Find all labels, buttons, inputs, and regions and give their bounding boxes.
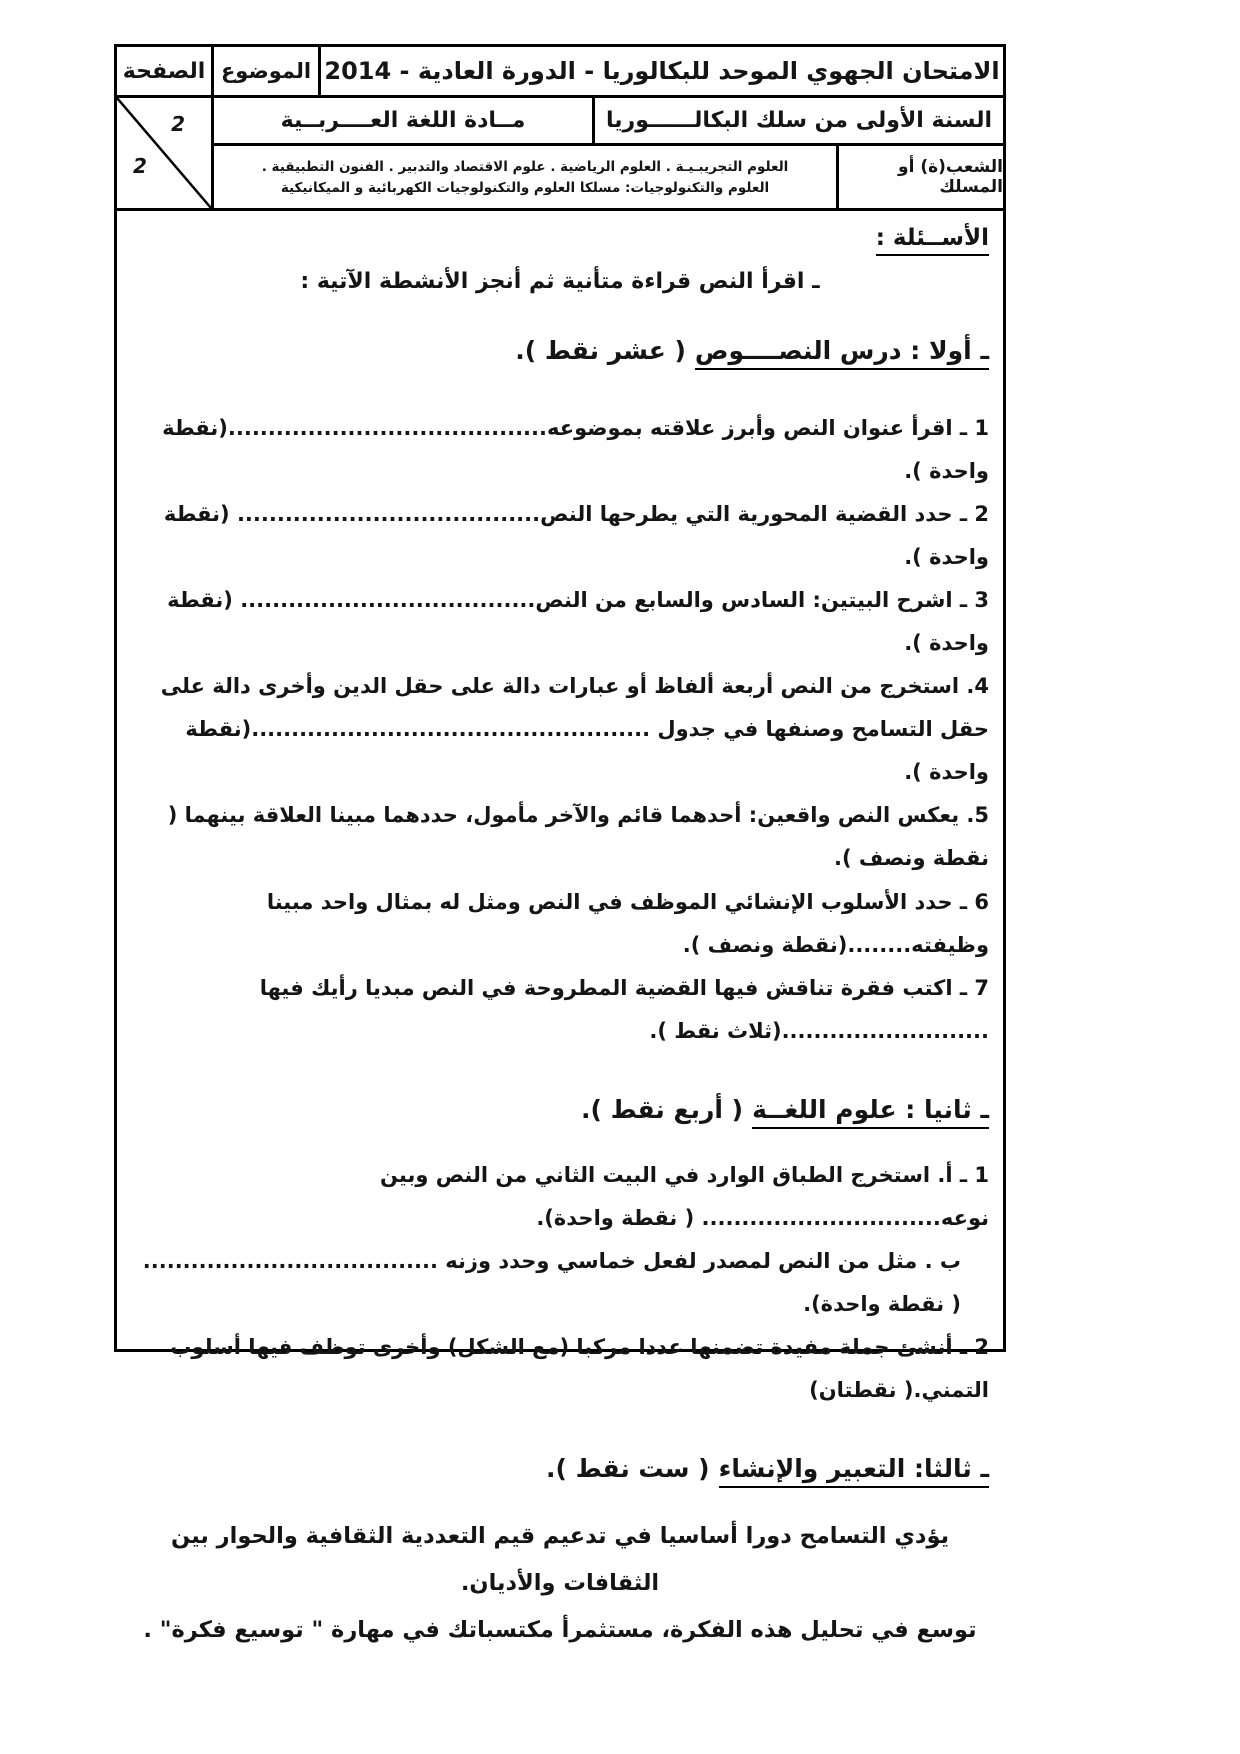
instruction-line: ـ اقرأ النص قراءة متأنية ثم أنجز الأنشطة الآتية : [300,269,820,294]
question-item: 7 ـ اكتب فقرة تناقش فيها القضية المطروحة في النص مبديا رأيك فيها ..........................(ثلاث نقط ). [259,975,989,1043]
question-item: ب . مثل من النص لمصدر لفعل خماسي وحدد وزنه ..................................... ( نقطة واحدة). [142,1248,961,1316]
track-label-cell [839,146,1003,208]
document-frame [114,44,1006,1644]
section3-points: ( ست نقط ). [545,1453,710,1483]
question-item: 4. استخرج من النص أربعة ألفاظ أو عبارات دالة على حقل الدين وأخرى دالة على حقل التسامح وصنفها في جدول ..................................................(نقطة واحدة ). [160,674,989,785]
question-item: 1 ـ اقرأ عنوان النص وأبرز علاقته بموضوعه........................................(نقطة واحدة ). [162,416,989,484]
subject-label: الموضوع [220,59,312,83]
page-total: 2 [133,154,147,178]
section2-title: ـ ثانيا : علوم اللغــة [752,1095,989,1129]
exam-title-cell [321,47,1003,95]
section1-title: ـ أولا : درس النصــــوص [695,336,989,370]
subject-name: مــادة اللغة العــــربــية [280,108,526,133]
header-right-block [214,98,1003,208]
exam-body [117,211,1003,1655]
section3-title: ـ ثالثا: التعبير والإنشاء [719,1454,989,1488]
level-line: السنة الأولى من سلك البكالــــــوريا [606,108,992,133]
essay-prompt [131,1513,989,1655]
branches-line-1: العلوم التجريبـيـة . العلوم الرياضية . علوم الاقتصاد والتدبير . الفنون التطبيقية . [261,158,789,175]
branches-cell [214,146,839,208]
section2-heading [131,1095,989,1124]
page-label-cell [117,47,214,95]
questions-heading [131,225,989,251]
page-diagonal-line [117,98,211,208]
essay-line: توسع في تحليل هذه الفكرة، مستثمرأ مكتسباتك في مهارة " توسيع فكرة" . [143,1617,977,1644]
section2-points: ( أربع نقط ). [581,1094,744,1124]
section1-items [131,407,989,1053]
page-number-cell [117,98,214,208]
question-item: 1 ـ أ. استخرج الطباق الوارد في البيت الثاني من النص وبين نوعه.............................. ( نقطة واحدة). [380,1162,989,1230]
section1-points: ( عشر نقط ). [515,336,686,365]
section1-heading [131,336,989,365]
header-row-2 [214,98,1003,146]
question-item: 6 ـ حدد الأسلوب الإنشائي الموظف في النص ومثل له بمثال واحد مبينا وظيفته........(نقطة ونصف ). [266,889,989,957]
subject-name-cell [214,98,595,143]
track-label: الشعب(ة) أو المسلك [898,157,1003,197]
question-item: 2 ـ أنشئ جملة مفيدة تضمنها عددا مركبا (مع الشكل) وأخرى توظف فيها أسلوب التمني.( نقطتان) [170,1334,989,1402]
question-item: 5. يعكس النص واقعين: أحدهما قائم والآخر مأمول، حددهما مبينا العلاقة بينهما ( نقطة ونصف ). [167,803,989,871]
section3-heading [131,1454,989,1483]
question-item: 2 ـ حدد القضية المحورية التي يطرحها النص...................................... (نقطة واحدة ). [163,502,989,570]
header-rows-2-3 [117,98,1003,211]
questions-heading-text: الأســئلة : [876,225,989,256]
page-current: 2 [171,112,185,136]
question-item: 3 ـ اشرح البيتين: السادس والسابع من النص..................................... (نقطة واحدة ). [167,588,989,656]
branches-line-2: العلوم والتكنولوجيات: مسلكا العلوم والتكنولوجيات الكهربائية و الميكانيكية [280,179,770,196]
header-row-1 [117,47,1003,98]
essay-line: يؤدي التسامح دورا أساسيا في تدعيم قيم التعددية الثقافية والحوار بين الثقافات والأديان. [170,1522,950,1597]
subject-label-cell [214,47,321,95]
level-cell [595,98,1003,143]
page-label: الصفحة [122,58,206,84]
header-row-3 [214,146,1003,208]
exam-title: الامتحان الجهوي الموحد للبكالوريا - الدورة العادية - 2014 [324,57,1000,85]
exam-header [117,47,1003,211]
section2-items [131,1154,989,1412]
